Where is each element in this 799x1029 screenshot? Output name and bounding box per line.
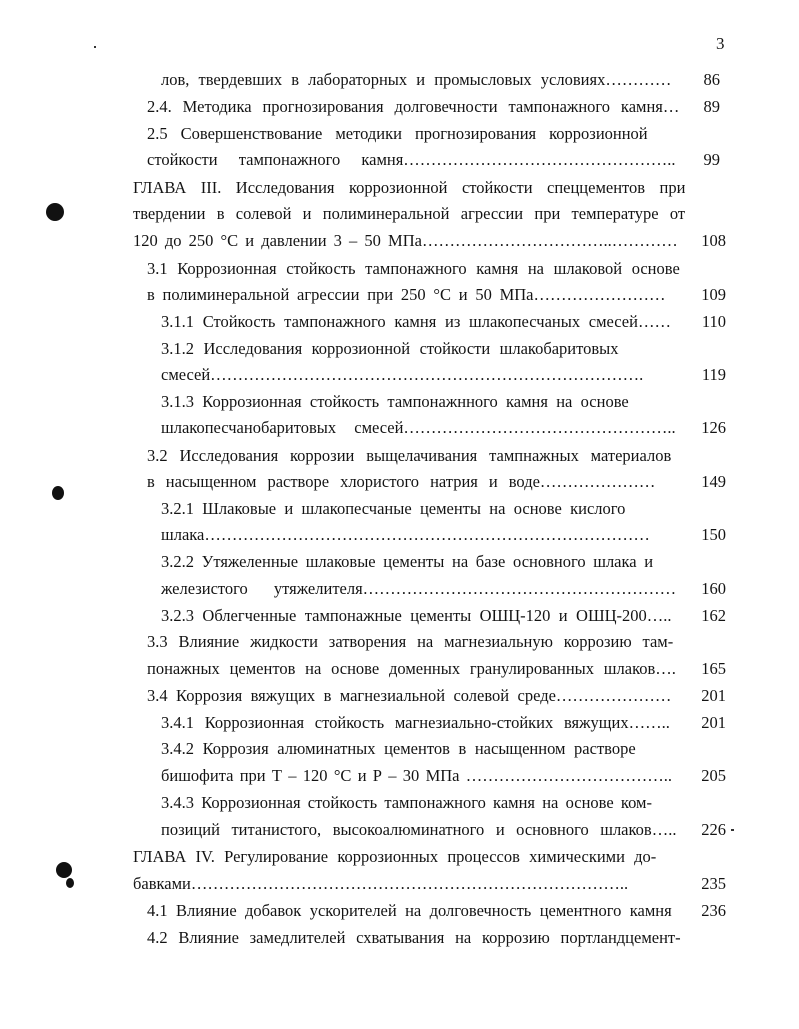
toc-line: 3.4.1 Коррозионная стойкость магнезиально-стойких вяжущих……..: [161, 713, 670, 732]
page-number: 3: [716, 34, 725, 53]
toc-line: 3.1 Коррозионная стойкость тампонажного камня на шлаковой основе: [147, 259, 680, 278]
toc-page: 226: [701, 820, 726, 839]
toc-page: 119: [701, 365, 726, 384]
toc-line: бавками……………………………………………………………………..: [133, 874, 629, 893]
toc-line: твердении в солевой и полиминеральной агрессии при температуре от: [133, 204, 685, 223]
toc-line: шлакопесчанобаритовых смесей…………………………………………..: [161, 418, 676, 437]
toc-line: в насыщенном растворе хлористого натрия и воде…………………: [147, 472, 656, 491]
toc-line: 3.4.2 Коррозия алюминатных цементов в насыщенном растворе: [161, 739, 636, 758]
toc-line: 3.2.1 Шлаковые и шлакопесчаные цементы на основе кислого: [161, 499, 626, 518]
toc-line: 2.5 Совершенствование методики прогнозирования коррозионной: [147, 124, 648, 143]
toc-line: лов, твердевших в лабораторных и промысловых условиях…………: [161, 70, 672, 89]
toc-page: 236: [701, 901, 726, 920]
toc-line: шлака………………………………………………………………………: [161, 525, 650, 544]
toc-line: стойкости тампонажного камня…………………………………………..: [147, 150, 676, 169]
toc-page: 205: [701, 766, 726, 785]
toc-line: 3.1.2 Исследования коррозионной стойкости шлакобаритовых: [161, 339, 619, 358]
toc-page: 99: [703, 150, 720, 169]
toc-line: 3.4.3 Коррозионная стойкость тампонажного камня на основе ком-: [161, 793, 652, 812]
toc-line: 4.2 Влияние замедлителей схватывания на коррозию портландцемент-: [147, 928, 681, 947]
toc-line: позиций титанистого, высокоалюминатного и основного шлаков…..: [161, 820, 676, 839]
dust-speck: [731, 829, 734, 831]
toc-page: 86: [703, 70, 720, 89]
toc-line: понажных цементов на основе доменных гранулированных шлаков….: [147, 659, 676, 678]
toc-line: ГЛАВА III. Исследования коррозионной стойкости спеццементов при: [133, 178, 685, 197]
toc-page: 108: [701, 231, 726, 250]
toc-page: 89: [703, 97, 720, 116]
toc-page: 235: [701, 874, 726, 893]
toc-page: 109: [701, 285, 726, 304]
toc-page: 149: [701, 472, 726, 491]
toc-page: 162: [701, 606, 726, 625]
toc-line: 3.3 Влияние жидкости затворения на магнезиальную коррозию там-: [147, 632, 674, 651]
toc-line: 2.4. Методика прогнозирования долговечности тампонажного камня…: [147, 97, 679, 116]
hole-punch-mark: [46, 203, 64, 221]
toc-line: 3.1.1 Стойкость тампонажного камня из шлакопесчаных смесей……: [161, 312, 671, 331]
toc-line: в полиминеральной агрессии при 250 °С и 50 МПа……………………: [147, 285, 666, 304]
toc-page: 160: [701, 579, 726, 598]
toc-page: 110: [701, 312, 726, 331]
toc-line: бишофита при Т – 120 °С и Р – 30 МПа ………………………………..: [161, 766, 673, 785]
toc-line: 3.2.3 Облегченные тампонажные цементы ОШЦ-120 и ОШЦ-200…..: [161, 606, 672, 625]
toc-page: 165: [701, 659, 726, 678]
toc-line: 120 до 250 °С и давлении 3 – 50 МПа……………………………..…………: [133, 231, 678, 250]
toc-page: 201: [701, 686, 726, 705]
toc-line: 3.4 Коррозия вяжущих в магнезиальной солевой среде…………………: [147, 686, 672, 705]
toc-line: ГЛАВА IV. Регулирование коррозионных процессов химическими до-: [133, 847, 657, 866]
toc-line: 3.2.2 Утяжеленные шлаковые цементы на базе основного шлака и: [161, 552, 654, 571]
toc-page: 150: [701, 525, 726, 544]
toc-page: 126: [701, 418, 726, 437]
hole-punch-mark: [52, 486, 64, 500]
toc-line: смесей…………………………………………………………………….: [161, 365, 644, 384]
toc-line: 3.2 Исследования коррозии выщелачивания тампнажных материалов: [147, 446, 672, 465]
hole-punch-mark: [56, 862, 72, 878]
toc-page: 201: [701, 713, 726, 732]
toc-line: 3.1.3 Коррозионная стойкость тампонажнного камня на основе: [161, 392, 629, 411]
toc-line: 4.1 Влияние добавок ускорителей на долговечность цементного камня: [147, 901, 672, 920]
dust-speck: [94, 46, 96, 48]
toc-line: железистого утяжелителя…………………………………………………: [161, 579, 676, 598]
hole-punch-mark: [66, 878, 74, 888]
